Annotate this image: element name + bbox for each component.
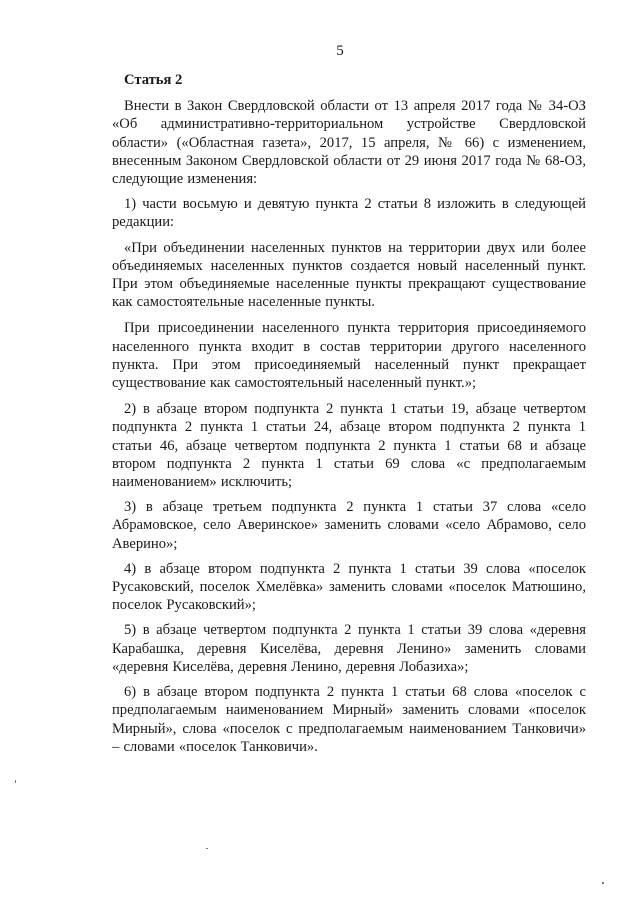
- document-body: [112, 71, 586, 763]
- scan-speck: [15, 780, 16, 783]
- item-1-paragraph: 1) части восьмую и девятую пункта 2 статьи 8 изложить в следующей редакции:: [112, 196, 586, 231]
- scan-speck: [602, 882, 604, 884]
- item-4-paragraph: 4) в абзаце втором подпункта 2 пункта 1 статьи 39 слова «поселок Русаковский, поселок Хмелёвка» заменить словами «поселок Матюшино, поселок Русаковский»;: [112, 560, 586, 614]
- intro-paragraph: Внести в Закон Свердловской области от 13 апреля 2017 года № 34-ОЗ «Об административно-территориальном устройстве Свердловской области» («Областная газета», 2017, 15 апреля, № 66) с изменением, внесенным Законом Свердловской области от 29 июня 2017 года № 68-ОЗ, следующие изменения:: [112, 98, 586, 188]
- quoted-paragraph-annex: При присоединении населенного пункта территория присоединяемого населенного пункта входит в состав территории другого населенного пункта. При этом присоединяемый населенный пункт прекращает существование как самостоятельный населенный пункт.»;: [112, 320, 586, 392]
- item-3-paragraph: 3) в абзаце третьем подпункта 2 пункта 1 статьи 37 слова «село Абрамовское, село Аверинское» заменить словами «село Абрамово, село Аверино»;: [112, 499, 586, 552]
- item-2-paragraph: 2) в абзаце втором подпункта 2 пункта 1 статьи 19, абзаце четвертом подпункта 2 пункта 1 статьи 24, абзаце втором подпункта 2 пункта 1 статьи 46, абзаце четвертом подпункта 2 пункта 1 статьи 68 и абзаце втором подпункта 2 пункта 1 статьи 69 слова «с предполагаемым наименованием» исключить;: [112, 401, 586, 491]
- quoted-paragraph-merge: «При объединении населенных пунктов на территории двух или более объединяемых населенных пунктов создается новый населенный пункт. При этом объединяемые населенные пункты прекращают существование как самостоятельные населенные пункты.: [112, 239, 586, 311]
- item-6-paragraph: 6) в абзаце втором подпункта 2 пункта 1 статьи 68 слова «поселок с предполагаемым наименованием Мирный» заменить словами «поселок Мирный», слова «поселок с предполагаемым наименованием Танковичи» – словами «поселок Танковичи».: [112, 684, 586, 755]
- article-heading: Статья 2: [124, 72, 183, 88]
- item-5-paragraph: 5) в абзаце четвертом подпункта 2 пункта 1 статьи 39 слова «деревня Карабашка, деревня Киселёва, деревня Ленино» заменить словами «деревня Киселёва, деревня Ленино, деревня Лобазиха»;: [112, 622, 586, 675]
- scan-speck: [206, 848, 208, 849]
- page-number: 5: [336, 43, 344, 59]
